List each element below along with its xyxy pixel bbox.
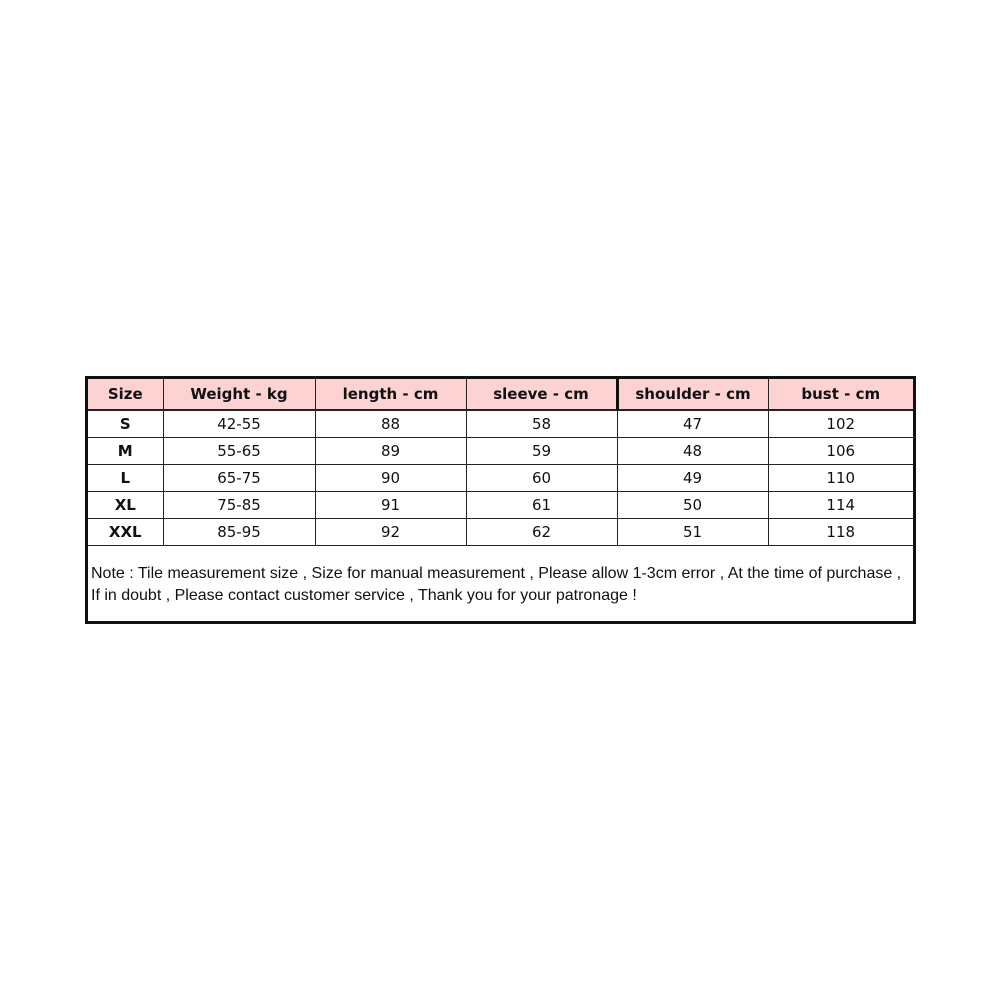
cell-weight: 75-85 — [163, 492, 315, 519]
measurement-note: Note : Tile measurement size , Size for manual measurement , Please allow 1-3cm error , At the time of purchase , If in doubt , Please contact customer service , Thank you for your patronage ! — [91, 565, 902, 604]
header-size: Size — [88, 379, 163, 410]
cell-shoulder: 49 — [617, 465, 768, 492]
cell-weight: 42-55 — [163, 410, 315, 438]
header-weight: Weight - kg — [163, 379, 315, 410]
cell-sleeve: 59 — [466, 438, 617, 465]
cell-sleeve: 61 — [466, 492, 617, 519]
table-row — [88, 410, 913, 438]
table-row — [88, 492, 913, 519]
header-row — [88, 379, 913, 410]
size-table — [88, 379, 913, 546]
cell-size: XXL — [88, 519, 163, 546]
cell-weight: 65-75 — [163, 465, 315, 492]
header-shoulder: shoulder - cm — [617, 379, 768, 410]
cell-size: M — [88, 438, 163, 465]
cell-bust: 106 — [768, 438, 913, 465]
size-chart — [85, 376, 916, 624]
cell-length: 90 — [315, 465, 466, 492]
cell-shoulder: 51 — [617, 519, 768, 546]
table-row — [88, 465, 913, 492]
cell-size: S — [88, 410, 163, 438]
header-sleeve: sleeve - cm — [466, 379, 617, 410]
cell-weight: 85-95 — [163, 519, 315, 546]
cell-size: L — [88, 465, 163, 492]
cell-size: XL — [88, 492, 163, 519]
cell-length: 89 — [315, 438, 466, 465]
cell-shoulder: 50 — [617, 492, 768, 519]
cell-weight: 55-65 — [163, 438, 315, 465]
cell-bust: 110 — [768, 465, 913, 492]
header-length: length - cm — [315, 379, 466, 410]
header-bust: bust - cm — [768, 379, 913, 410]
cell-length: 91 — [315, 492, 466, 519]
cell-bust: 118 — [768, 519, 913, 546]
cell-sleeve: 62 — [466, 519, 617, 546]
table-row — [88, 519, 913, 546]
cell-length: 88 — [315, 410, 466, 438]
cell-shoulder: 48 — [617, 438, 768, 465]
cell-bust: 114 — [768, 492, 913, 519]
cell-bust: 102 — [768, 410, 913, 438]
table-row — [88, 438, 913, 465]
cell-sleeve: 60 — [466, 465, 617, 492]
cell-shoulder: 47 — [617, 410, 768, 438]
cell-sleeve: 58 — [466, 410, 617, 438]
cell-length: 92 — [315, 519, 466, 546]
